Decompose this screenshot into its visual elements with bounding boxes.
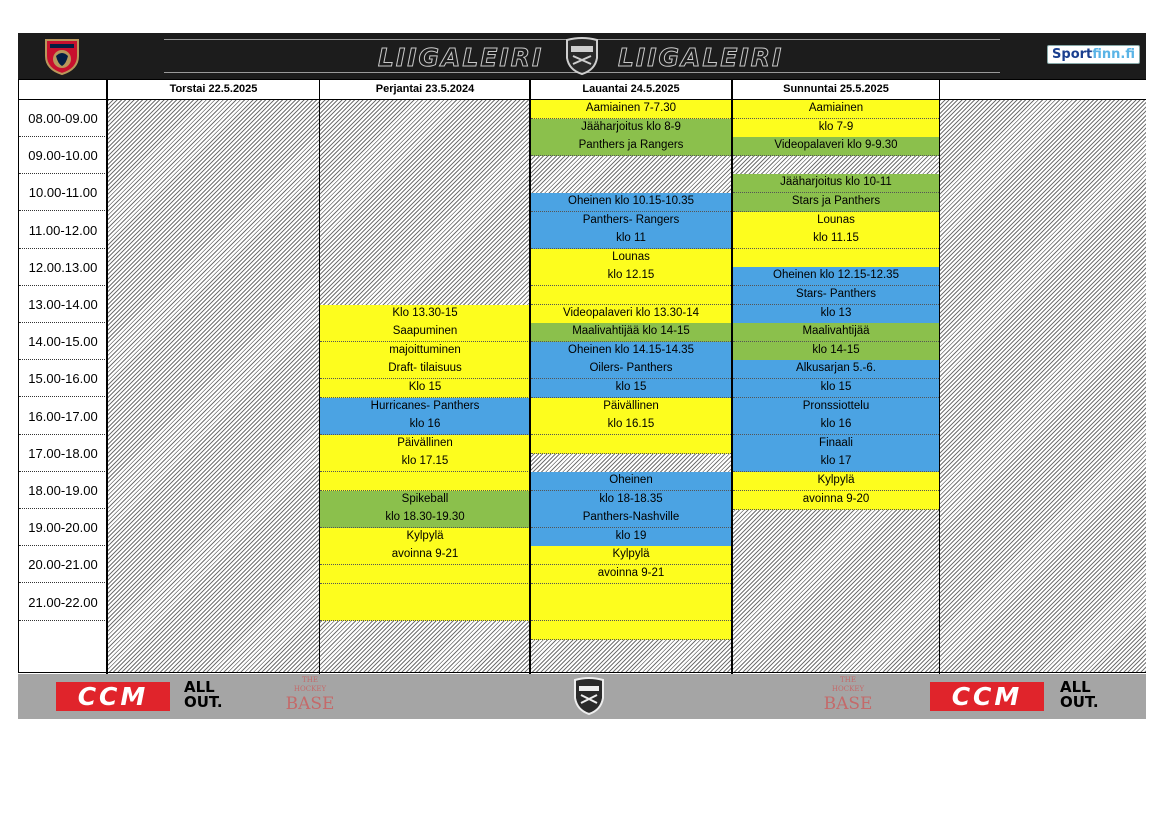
schedule-cell-sunday: Lounas bbox=[733, 212, 939, 231]
schedule-cell-saturday: klo 19 bbox=[531, 528, 731, 547]
time-label: 16.00-17.00 bbox=[28, 408, 98, 424]
schedule-cell-saturday bbox=[531, 602, 731, 621]
time-divider bbox=[19, 322, 107, 323]
schedule-cell-saturday: Jääharjoitus klo 8-9 bbox=[531, 119, 731, 138]
ccm-logo-right: CCM bbox=[930, 682, 1044, 711]
schedule-cell-friday: Päivällinen bbox=[320, 435, 530, 454]
schedule-cell-friday: Klo 15 bbox=[320, 379, 530, 398]
schedule-cell-saturday: klo 18-18.35 bbox=[531, 491, 731, 510]
sponsor-footer bbox=[18, 674, 1146, 719]
schedule-cell-friday bbox=[320, 602, 530, 621]
schedule-cell-friday: klo 18.30-19.30 bbox=[320, 509, 530, 528]
day-header-extra bbox=[940, 80, 1146, 100]
schedule-cell-saturday: Aamiainen 7-7.30 bbox=[531, 100, 731, 119]
hockeybase-mid: HOCKEY bbox=[831, 685, 865, 693]
brand-title-left: LIIGALEIRI bbox=[378, 43, 544, 72]
hockeybase-top: THE bbox=[302, 676, 318, 684]
time-label: 09.00-10.00 bbox=[28, 148, 98, 164]
schedule-cell-friday: Saapuminen bbox=[320, 323, 530, 342]
schedule-cell-sunday: Videopalaveri klo 9-9.30 bbox=[733, 137, 939, 156]
schedule-cell-saturday: klo 12.15 bbox=[531, 267, 731, 286]
schedule-cell-friday bbox=[320, 472, 530, 491]
time-divider bbox=[19, 359, 107, 360]
hockeybase-logo-left bbox=[280, 676, 340, 716]
schedule-cell-friday: Spikeball bbox=[320, 491, 530, 510]
time-divider bbox=[19, 545, 107, 546]
column-divider bbox=[529, 80, 531, 674]
time-divider bbox=[19, 248, 107, 249]
column-divider bbox=[939, 80, 940, 674]
time-label: 14.00-15.00 bbox=[28, 334, 98, 350]
schedule-cell-sunday: klo 7-9 bbox=[733, 119, 939, 138]
schedule-cell-sunday: klo 15 bbox=[733, 379, 939, 398]
allout-line2: OUT. bbox=[1060, 693, 1099, 711]
schedule-cell-friday: klo 16 bbox=[320, 416, 530, 435]
schedule-cell-saturday bbox=[531, 621, 731, 640]
header-banner bbox=[18, 33, 1146, 79]
schedule-cell-sunday: Maalivahtijää bbox=[733, 323, 939, 342]
league-shield-icon bbox=[559, 36, 605, 76]
time-label: 11.00-12.00 bbox=[28, 222, 98, 238]
allout-line2: OUT. bbox=[184, 693, 223, 711]
schedule-cell-saturday: Panthers ja Rangers bbox=[531, 137, 731, 156]
sportfinn-suffix: finn.fi bbox=[1092, 47, 1135, 62]
schedule-cell-saturday: Maalivahtijää klo 14-15 bbox=[531, 323, 731, 342]
allout-left bbox=[184, 680, 223, 710]
sportfinn-logo bbox=[1047, 45, 1140, 64]
time-divider bbox=[19, 508, 107, 509]
schedule-cell-sunday bbox=[733, 249, 939, 268]
schedule-cell-friday: Klo 13.30-15 bbox=[320, 305, 530, 324]
day-header-sunday: Sunnuntai 25.5.2025 bbox=[733, 80, 939, 100]
schedule-cell-saturday bbox=[531, 435, 731, 454]
day-header-thursday: Torstai 22.5.2025 bbox=[108, 80, 319, 100]
schedule-cell-friday: Hurricanes- Panthers bbox=[320, 398, 530, 417]
ccm-logo-left: CCM bbox=[56, 682, 170, 711]
hockeybase-bottom: BASE bbox=[823, 694, 873, 714]
time-label: 18.00-19.00 bbox=[28, 483, 98, 498]
day-header-friday: Perjantai 23.5.2024 bbox=[320, 80, 530, 100]
time-divider bbox=[19, 582, 107, 583]
schedule-cell-saturday: klo 15 bbox=[531, 379, 731, 398]
schedule-cell-saturday: Oheinen bbox=[531, 472, 731, 491]
day-column-thursday bbox=[108, 100, 319, 672]
schedule-cell-friday bbox=[320, 584, 530, 603]
time-label: 12.00.13.00 bbox=[28, 259, 98, 275]
schedule-cell-saturday: Kylpylä bbox=[531, 546, 731, 565]
schedule-cell-friday bbox=[320, 565, 530, 584]
hockeybase-bottom: BASE bbox=[285, 694, 335, 714]
schedule-cell-saturday: Päivällinen bbox=[531, 398, 731, 417]
schedule-cell-sunday: klo 14-15 bbox=[733, 342, 939, 361]
schedule-cell-sunday: klo 13 bbox=[733, 305, 939, 324]
schedule-cell-sunday: Kylpylä bbox=[733, 472, 939, 491]
schedule-cell-saturday: klo 11 bbox=[531, 230, 731, 249]
schedule-cell-saturday: Videopalaveri klo 13.30-14 bbox=[531, 305, 731, 324]
brand-title-right: LIIGALEIRI bbox=[618, 43, 784, 72]
time-divider bbox=[19, 136, 107, 137]
column-divider bbox=[731, 80, 733, 674]
time-divider bbox=[19, 210, 107, 211]
schedule-cell-sunday: Jääharjoitus klo 10-11 bbox=[733, 174, 939, 193]
time-divider bbox=[19, 173, 107, 174]
schedule-cell-friday: Draft- tilaisuus bbox=[320, 360, 530, 379]
time-label: 13.00-14.00 bbox=[28, 297, 98, 312]
schedule-cell-sunday: klo 11.15 bbox=[733, 230, 939, 249]
schedule-cell-sunday: Oheinen klo 12.15-12.35 bbox=[733, 267, 939, 286]
schedule-cell-sunday: Stars- Panthers bbox=[733, 286, 939, 305]
time-divider bbox=[19, 620, 107, 621]
time-label: 21.00-22.00 bbox=[28, 594, 98, 610]
schedule-cell-sunday: Pronssiottelu bbox=[733, 398, 939, 417]
schedule-cell-saturday: Lounas bbox=[531, 249, 731, 268]
time-label: 08.00-09.00 bbox=[28, 111, 98, 126]
sportfinn-prefix: Sport bbox=[1052, 47, 1093, 62]
time-header bbox=[19, 80, 107, 100]
schedule-cell-saturday: Panthers- Rangers bbox=[531, 212, 731, 231]
schedule-cell-friday: Kylpylä bbox=[320, 528, 530, 547]
column-divider bbox=[319, 80, 320, 674]
schedule-cell-sunday: Alkusarjan 5.-6. bbox=[733, 360, 939, 379]
schedule-cell-sunday: Finaali bbox=[733, 435, 939, 454]
time-label: 17.00-18.00 bbox=[28, 445, 98, 461]
hockeybase-logo-right bbox=[818, 676, 878, 716]
time-divider bbox=[19, 471, 107, 472]
schedule-cell-friday: majoittuminen bbox=[320, 342, 530, 361]
time-divider bbox=[19, 396, 107, 397]
hockeybase-mid: HOCKEY bbox=[293, 685, 327, 693]
time-divider bbox=[19, 285, 107, 286]
schedule-cell-saturday: avoinna 9-21 bbox=[531, 565, 731, 584]
allout-line1: ALL bbox=[1060, 678, 1091, 696]
allout-right bbox=[1060, 680, 1099, 710]
league-shield-icon bbox=[569, 676, 609, 716]
time-divider bbox=[19, 434, 107, 435]
schedule-cell-saturday bbox=[531, 584, 731, 603]
schedule-cell-friday: avoinna 9-21 bbox=[320, 546, 530, 565]
schedule-cell-saturday: Oilers- Panthers bbox=[531, 360, 731, 379]
time-label: 10.00-11.00 bbox=[28, 185, 98, 201]
schedule-cell-sunday: Aamiainen bbox=[733, 100, 939, 119]
time-label: 15.00-16.00 bbox=[28, 371, 98, 387]
allout-line1: ALL bbox=[184, 678, 215, 696]
schedule-cell-saturday: Oheinen klo 14.15-14.35 bbox=[531, 342, 731, 361]
schedule-cell-sunday: Stars ja Panthers bbox=[733, 193, 939, 212]
schedule-cell-saturday: klo 16.15 bbox=[531, 416, 731, 435]
schedule-cell-saturday: Oheinen klo 10.15-10.35 bbox=[531, 193, 731, 212]
column-divider bbox=[106, 80, 108, 674]
schedule-cell-sunday: avoinna 9-20 bbox=[733, 491, 939, 510]
day-column-extra bbox=[940, 100, 1146, 672]
schedule-cell-saturday bbox=[531, 286, 731, 305]
florida-panthers-logo-icon bbox=[40, 36, 84, 76]
schedule-grid bbox=[18, 79, 1146, 673]
schedule-cell-saturday: Panthers-Nashville bbox=[531, 509, 731, 528]
schedule-cell-sunday: klo 17 bbox=[733, 453, 939, 472]
time-label: 20.00-21.00 bbox=[28, 557, 98, 573]
day-header-saturday: Lauantai 24.5.2025 bbox=[531, 80, 731, 100]
time-label: 19.00-20.00 bbox=[28, 520, 98, 536]
schedule-cell-friday: klo 17.15 bbox=[320, 453, 530, 472]
schedule-cell-sunday: klo 16 bbox=[733, 416, 939, 435]
hockeybase-top: THE bbox=[840, 676, 856, 684]
